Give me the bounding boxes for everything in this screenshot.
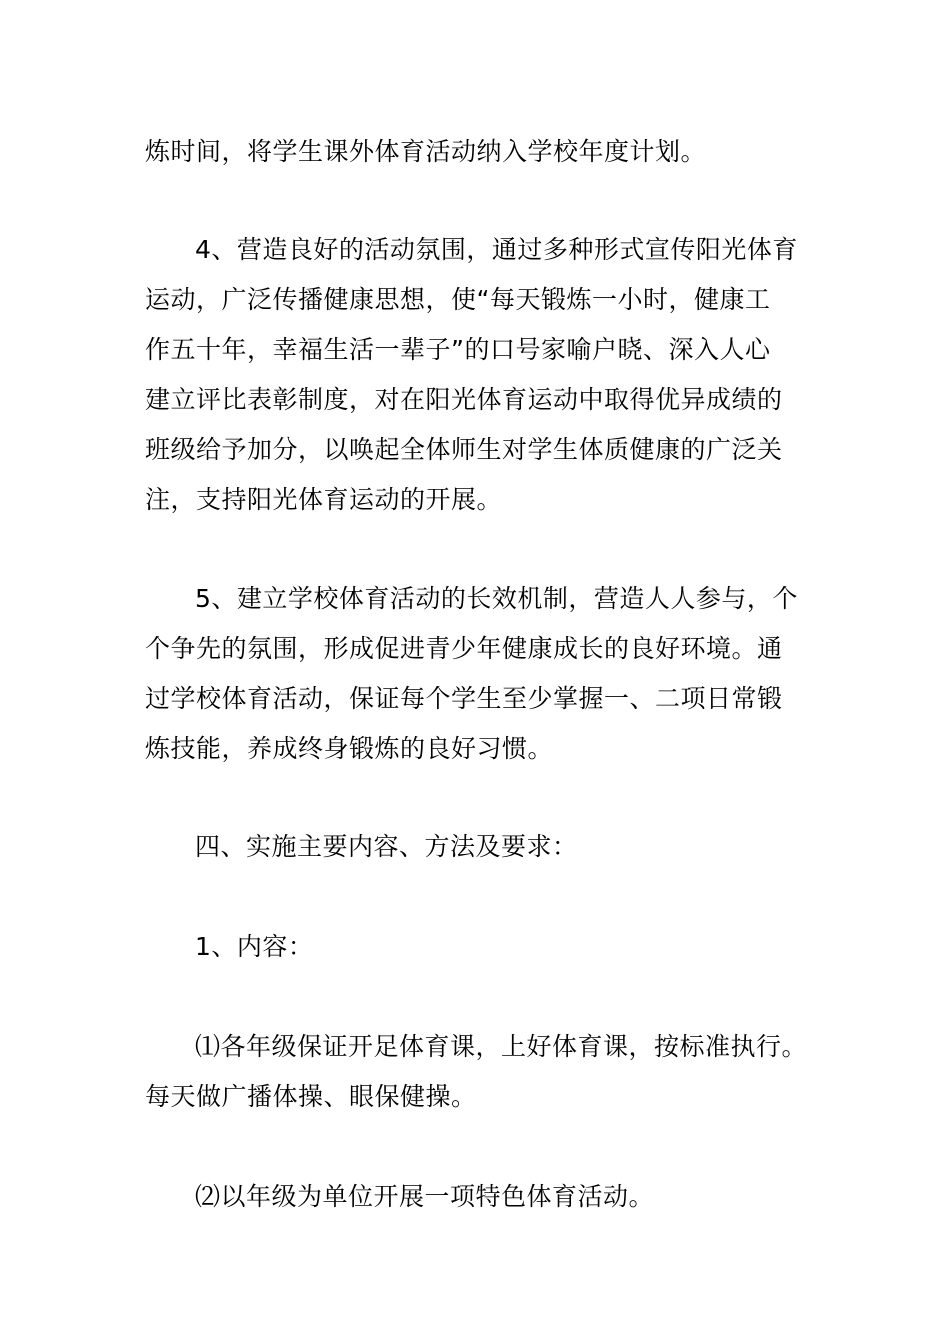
text-line: 每天做广播体操、眼保健操。: [145, 1082, 477, 1111]
text-line: 炼时间，将学生课外体育活动纳入学校年度计划。: [145, 137, 707, 166]
text-line: 个争先的氛围，形成促进青少年健康成长的良好环境。通: [145, 634, 783, 663]
text-line: 炼技能，养成终身锻炼的良好习惯。: [145, 734, 554, 763]
text-line: 建立评比表彰制度，对在阳光体育运动中取得优异成绩的: [145, 385, 783, 414]
text-line: 注，支持阳光体育运动的开展。: [145, 485, 503, 514]
text-line: 班级给予加分，以唤起全体师生对学生体质健康的广泛关: [145, 435, 783, 464]
text-line: 运动，广泛传播健康思想，使“每天锻炼一小时，健康工: [145, 285, 771, 314]
text-line: 过学校体育活动，保证每个学生至少掌握一、二项日常锻: [145, 684, 783, 713]
text-line: 5、建立学校体育活动的长效机制，营造人人参与，个: [195, 584, 798, 613]
text-line: ⑵以年级为单位开展一项特色体育活动。: [195, 1182, 655, 1211]
text-line: ⑴各年级保证开足体育课，上好体育课，按标准执行。: [195, 1032, 808, 1061]
text-line: 4、营造良好的活动氛围，通过多种形式宣传阳光体育: [195, 235, 798, 264]
text-line: 作五十年，幸福生活一辈子”的口号家喻户晓、深入人心: [145, 335, 771, 364]
subsection-heading: 1、内容：: [195, 932, 314, 961]
section-heading: 四、实施主要内容、方法及要求：: [195, 832, 578, 861]
